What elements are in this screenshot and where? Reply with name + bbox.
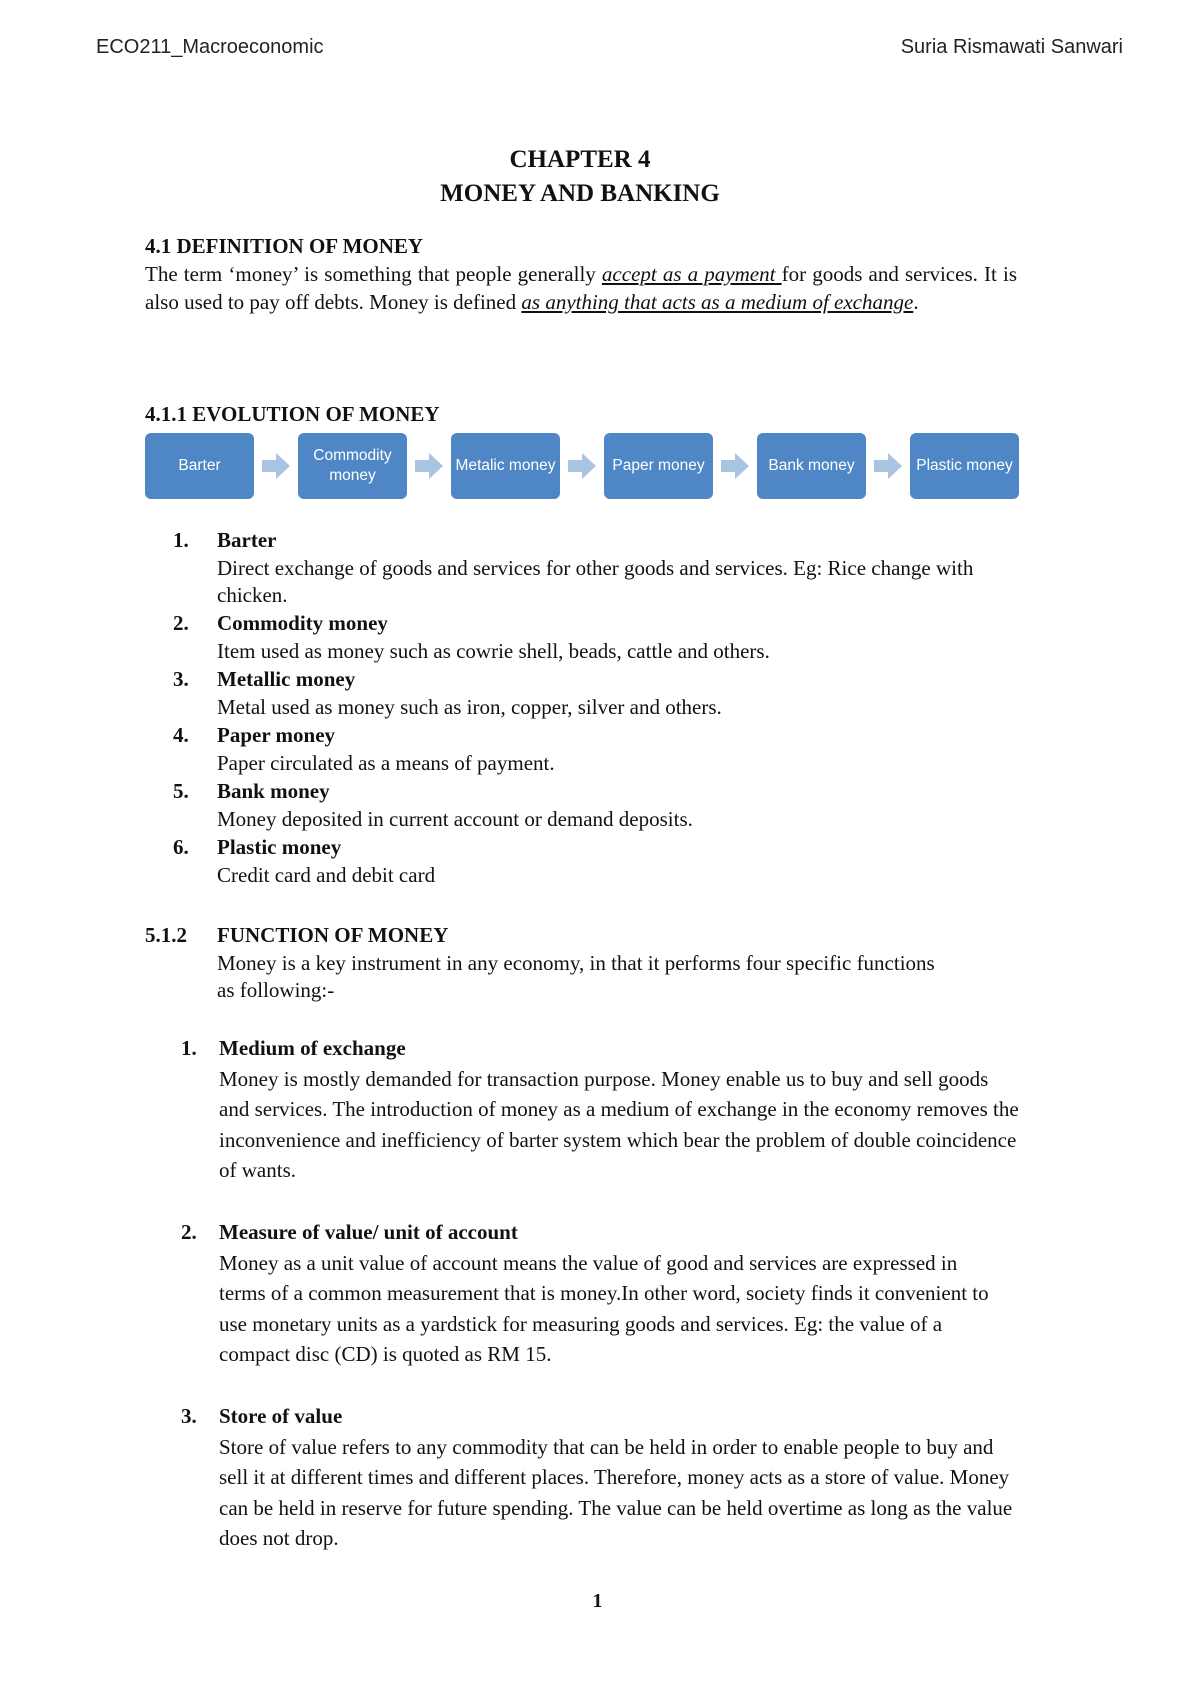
flow-box-paper-money: Paper money bbox=[604, 433, 713, 499]
function-item bbox=[145, 1217, 1018, 1370]
definition-text-2: for goods and services. It is also used to pay off debts. Money is defined bbox=[145, 262, 1017, 314]
evolution-item-desc: Direct exchange of goods and services for other goods and services. Eg: Rice change with chicken. bbox=[217, 555, 974, 607]
evolution-item-title: Plastic money bbox=[217, 835, 342, 859]
evolution-item-title: Paper money bbox=[217, 723, 336, 747]
flow-box-barter: Barter bbox=[145, 433, 254, 499]
evolution-item bbox=[145, 610, 1018, 665]
definition-text-3: . bbox=[913, 290, 919, 314]
evolution-item-number: 5. bbox=[173, 779, 189, 803]
evolution-item-title: Commodity money bbox=[217, 611, 388, 635]
flow-arrow-icon bbox=[721, 453, 749, 479]
evolution-item-desc: Money deposited in current account or demand deposits. bbox=[217, 806, 693, 831]
header-course: ECO211_Macroeconomic bbox=[96, 36, 324, 58]
function-intro: Money is a key instrument in any economy, in that it performs four specific functions as following:- bbox=[217, 950, 935, 1002]
flow-arrow-icon bbox=[415, 453, 443, 479]
function-item bbox=[145, 1033, 1018, 1186]
flow-box-metalic-money: Metalic money bbox=[451, 433, 560, 499]
evolution-item-number: 2. bbox=[173, 611, 189, 635]
flow-box-plastic-money: Plastic money bbox=[910, 433, 1019, 499]
function-section-header bbox=[145, 922, 1018, 1005]
function-heading: FUNCTION OF MONEY bbox=[217, 923, 449, 947]
evolution-item bbox=[145, 527, 1018, 610]
flow-arrow-icon bbox=[568, 453, 596, 479]
flow-arrow-icon bbox=[874, 453, 902, 479]
evolution-heading: 4.1.1 EVOLUTION OF MONEY bbox=[145, 402, 440, 426]
evolution-item-title: Bank money bbox=[217, 779, 330, 803]
function-item-title: Medium of exchange bbox=[219, 1036, 406, 1060]
header-author: Suria Rismawati Sanwari bbox=[900, 36, 1123, 58]
function-item-title: Measure of value/ unit of account bbox=[219, 1220, 518, 1244]
definition-section bbox=[145, 232, 1018, 316]
function-item-title: Store of value bbox=[219, 1404, 343, 1428]
function-item-number: 2. bbox=[181, 1220, 197, 1244]
chapter-title: MONEY AND BANKING bbox=[440, 180, 720, 207]
evolution-item-desc: Credit card and debit card bbox=[217, 862, 436, 887]
evolution-item bbox=[145, 666, 1018, 721]
evolution-item-desc: Item used as money such as cowrie shell, beads, cattle and others. bbox=[217, 638, 770, 663]
flow-box-bank-money: Bank money bbox=[757, 433, 866, 499]
definition-text-1: The term ‘money’ is something that people generally bbox=[145, 262, 602, 286]
evolution-item bbox=[145, 834, 1018, 889]
function-item-number: 1. bbox=[181, 1036, 197, 1060]
chapter-number: CHAPTER 4 bbox=[509, 146, 651, 173]
evolution-item-number: 6. bbox=[173, 835, 189, 859]
function-section-number: 5.1.2 bbox=[145, 923, 187, 947]
evolution-flow-diagram bbox=[145, 433, 1019, 501]
definition-emphasis-2: as anything that acts as a medium of exchange bbox=[521, 290, 914, 314]
definition-heading: 4.1 DEFINITION OF MONEY bbox=[145, 234, 424, 258]
function-item-desc: Money as a unit value of account means the value of good and services are expressed in terms of a common measurement that is money.In other word, society finds it convenient to use monetary units as a yardstick for measuring goods and services. Eg: the value of a compact disc (CD) is quoted as RM 15. bbox=[219, 1250, 989, 1366]
function-item-desc: Store of value refers to any commodity that can be held in order to enable people to buy and sell it at different times and different places. Therefore, money acts as a store of value. Money can be held in reserve for future spending. The value can be held overtime as long as the value does not drop. bbox=[219, 1434, 1013, 1550]
evolution-item-number: 1. bbox=[173, 528, 189, 552]
evolution-item-title: Metallic money bbox=[217, 667, 356, 691]
evolution-item-desc: Metal used as money such as iron, copper, silver and others. bbox=[217, 694, 722, 719]
evolution-item-title: Barter bbox=[217, 528, 277, 552]
page-number: 1 bbox=[592, 1590, 603, 1612]
evolution-item bbox=[145, 722, 1018, 777]
evolution-item-desc: Paper circulated as a means of payment. bbox=[217, 750, 555, 775]
function-item-number: 3. bbox=[181, 1404, 197, 1428]
flow-box-commodity-money: Commodity money bbox=[298, 433, 407, 499]
evolution-item-number: 4. bbox=[173, 723, 189, 747]
flow-arrow-icon bbox=[262, 453, 290, 479]
evolution-item bbox=[145, 778, 1018, 833]
function-item bbox=[145, 1401, 1018, 1554]
function-item-desc: Money is mostly demanded for transaction purpose. Money enable us to buy and sell goods and services. The introduction of money as a medium of exchange in the economy removes the inconvenience and inefficiency of barter system which bear the problem of double coincidence of wants. bbox=[219, 1066, 1019, 1182]
definition-emphasis-1: accept as a payment bbox=[601, 262, 782, 286]
definition-paragraph bbox=[145, 260, 1017, 316]
evolution-item-number: 3. bbox=[173, 667, 189, 691]
